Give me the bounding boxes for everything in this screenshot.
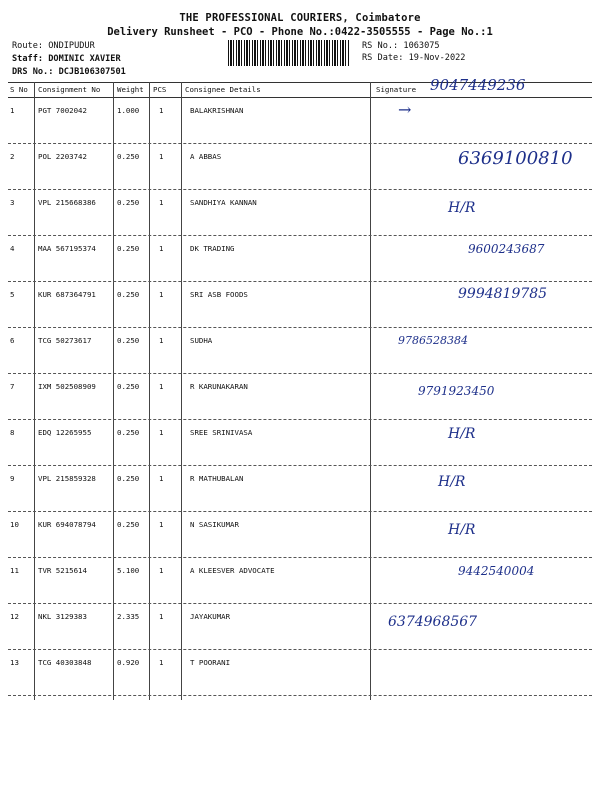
table-row [8,328,592,374]
serial-number: 3 [10,198,15,207]
col-signature: Signature [376,85,417,94]
signature: H/R [448,522,476,538]
consignment-number: TVR 5215614 [38,566,87,575]
pieces: 1 [159,566,164,575]
signature: 6374968567 [388,614,478,630]
weight: 0.250 [117,152,140,161]
table-row [8,604,592,650]
table-row [8,98,592,144]
consignee-name: BALAKRISHNAN [190,106,244,115]
col-consignment: Consignment No [38,85,101,94]
serial-number: 5 [10,290,15,299]
table-row [8,512,592,558]
consignee-name: JAYAKUMAR [190,612,231,621]
consignee-name: DK TRADING [190,244,235,253]
weight: 0.250 [117,474,140,483]
pieces: 1 [159,336,164,345]
table-row [8,144,592,190]
weight: 2.335 [117,612,140,621]
consignment-number: KUR 694078794 [38,520,96,529]
drs-number: DRS No.: DCJB106307501 [12,67,126,77]
col-sno: S No [10,85,28,94]
table-row [8,282,592,328]
table-row [8,466,592,512]
serial-number: 1 [10,106,15,115]
weight: 0.250 [117,244,140,253]
signature: 9442540004 [458,564,535,578]
pieces: 1 [159,612,164,621]
rs-number: RS No.: 1063075 [362,41,440,51]
signature: 9600243687 [468,242,545,256]
weight: 0.250 [117,198,140,207]
signature: 9786528384 [398,334,468,347]
weight: 0.250 [117,290,140,299]
table-row [8,236,592,282]
consignee-name: N SASIKUMAR [190,520,239,529]
consignee-name: SRI ASB FOODS [190,290,248,299]
signature: H/R [448,426,476,442]
consignment-number: IXM 502508909 [38,382,96,391]
signature: H/R [448,200,476,216]
signature: 9791923450 [418,384,495,398]
consignee-name: A ABBAS [190,152,222,161]
pieces: 1 [159,474,164,483]
consignment-number: MAA 567195374 [38,244,96,253]
consignment-number: VPL 215668386 [38,198,96,207]
header-signature: 9047449236 [430,76,526,94]
rs-date: RS Date: 19-Nov-2022 [362,53,466,63]
table-row [8,650,592,696]
consignment-number: KUR 687364791 [38,290,96,299]
pieces: 1 [159,152,164,161]
weight: 0.250 [117,520,140,529]
serial-number: 4 [10,244,15,253]
table-row [8,420,592,466]
consignee-name: SUDHA [190,336,213,345]
pieces: 1 [159,658,164,667]
consignee-name: SREE SRINIVASA [190,428,253,437]
table-row [8,374,592,420]
serial-number: 9 [10,474,15,483]
consignee-name: T POORANI [190,658,231,667]
weight: 0.250 [117,336,140,345]
serial-number: 6 [10,336,15,345]
pieces: 1 [159,290,164,299]
serial-number: 13 [10,658,19,667]
table-row [8,558,592,604]
barcode [228,40,350,66]
pieces: 1 [159,382,164,391]
serial-number: 7 [10,382,15,391]
consignment-number: POL 2203742 [38,152,87,161]
signature: 9994819785 [458,286,548,302]
consignee-name: A KLEESVER ADVOCATE [190,566,275,575]
weight: 1.000 [117,106,140,115]
pieces: 1 [159,198,164,207]
signature: → [398,100,412,119]
serial-number: 12 [10,612,19,621]
row-separator [8,695,592,696]
serial-number: 2 [10,152,15,161]
consignment-number: TCG 40303848 [38,658,92,667]
signature: H/R [438,474,466,490]
weight: 0.250 [117,428,140,437]
pieces: 1 [159,244,164,253]
consignment-number: PGT 7002042 [38,106,87,115]
pieces: 1 [159,520,164,529]
consignee-name: R KARUNAKARAN [190,382,248,391]
consignee-name: R MATHUBALAN [190,474,244,483]
signature: 6369100810 [458,148,573,169]
col-weight: Weight [117,85,144,94]
route: Route: ONDIPUDUR [12,41,95,51]
table-row [8,190,592,236]
weight: 0.920 [117,658,140,667]
runsheet-subtitle: Delivery Runsheet - PCO - Phone No.:0422-3505555 - Page No.:1 [107,26,493,38]
consignment-number: VPL 215859328 [38,474,96,483]
pieces: 1 [159,428,164,437]
consignment-number: NKL 3129383 [38,612,87,621]
weight: 0.250 [117,382,140,391]
col-consignee: Consignee Details [185,85,261,94]
consignee-name: SANDHIYA KANNAN [190,198,257,207]
staff: Staff: DOMINIC XAVIER [12,54,121,64]
serial-number: 11 [10,566,19,575]
serial-number: 10 [10,520,19,529]
serial-number: 8 [10,428,15,437]
pieces: 1 [159,106,164,115]
weight: 5.100 [117,566,140,575]
consignment-number: EDQ 12265955 [38,428,92,437]
company-title: THE PROFESSIONAL COURIERS, Coimbatore [179,12,421,24]
col-pcs: PCS [153,85,167,94]
consignment-number: TCG 50273617 [38,336,92,345]
